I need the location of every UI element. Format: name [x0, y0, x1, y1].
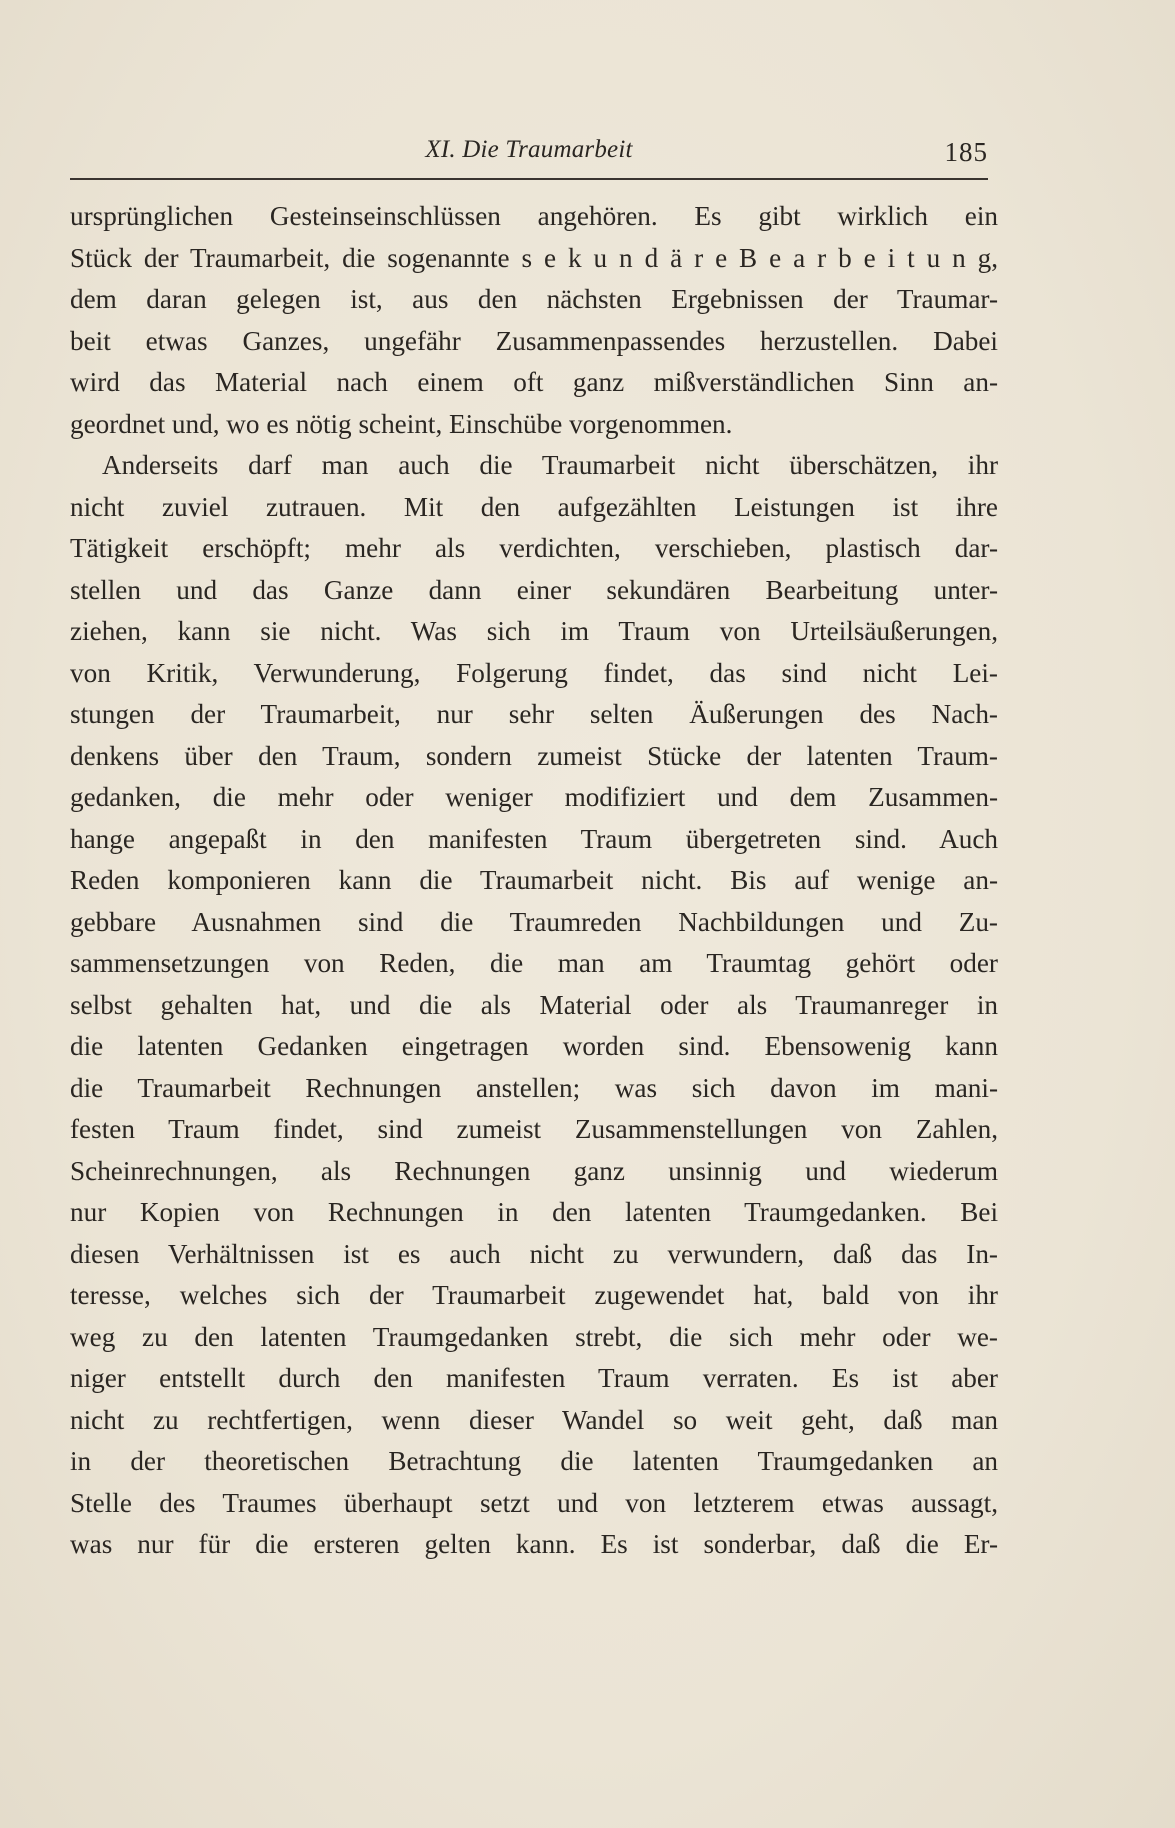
- body-text: [70, 196, 998, 1566]
- text-line: Stück der Traumarbeit, die sogenannte s e k u n d ä r e B e a r b e i t u n g,: [70, 242, 998, 273]
- running-head: XI. Die Traumarbeit: [425, 136, 633, 163]
- text-line: nur Kopien von Rechnungen in den latenten Traumgedanken. Bei: [70, 1197, 998, 1227]
- text-line: gebbare Ausnahmen sind die Traumreden Nachbildungen und Zu-: [70, 906, 998, 937]
- text-line: ziehen, kann sie nicht. Was sich im Traum von Urteilsäußerungen,: [70, 616, 998, 646]
- text-line: was nur für die ersteren gelten kann. Es ist sonderbar, daß die Er-: [70, 1529, 998, 1559]
- text-line: teresse, welches sich der Traumarbeit zugewendet hat, bald von ihr: [70, 1280, 998, 1310]
- text-line: selbst gehalten hat, und die als Material oder als Traumanreger in: [70, 989, 998, 1020]
- page-header: [70, 136, 988, 176]
- header-rule: [70, 178, 988, 180]
- text-line: die latenten Gedanken eingetragen worden sind. Ebensowenig kann: [70, 1031, 998, 1061]
- text-line: Tätigkeit erschöpft; mehr als verdichten, verschieben, plastisch dar-: [70, 533, 998, 563]
- page-number: 185: [944, 137, 988, 167]
- text-line: hange angepaßt in den manifesten Traum übergetreten sind. Auch: [70, 823, 998, 854]
- text-line-paragraph-start: Anderseits darf man auch die Traumarbeit nicht überschätzen, ihr: [102, 450, 998, 480]
- text-line: dem daran gelegen ist, aus den nächsten Ergebnissen der Traumar-: [70, 284, 998, 314]
- text-line: von Kritik, Verwunderung, Folgerung findet, das sind nicht Lei-: [70, 657, 998, 688]
- text-line: festen Traum findet, sind zumeist Zusammenstellungen von Zahlen,: [70, 1114, 998, 1144]
- text-line: sammensetzungen von Reden, die man am Traumtag gehört oder: [70, 948, 998, 978]
- text-line: die Traumarbeit Rechnungen anstellen; was sich davon im mani-: [70, 1072, 998, 1103]
- text-line: niger entstellt durch den manifesten Traum verraten. Es ist aber: [70, 1363, 998, 1393]
- text-line: wird das Material nach einem oft ganz mißverständlichen Sinn an-: [70, 367, 998, 397]
- text-line: ursprünglichen Gesteinseinschlüssen angehören. Es gibt wirklich ein: [70, 201, 998, 231]
- text-line: weg zu den latenten Traumgedanken strebt, die sich mehr oder we-: [70, 1321, 998, 1352]
- text-line: in der theoretischen Betrachtung die latenten Traumgedanken an: [70, 1446, 998, 1476]
- text-line: Stelle des Traumes überhaupt setzt und von letzterem etwas aussagt,: [70, 1487, 998, 1518]
- text-line: denkens über den Traum, sondern zumeist Stücke der latenten Traum-: [70, 740, 998, 771]
- text-line: Reden komponieren kann die Traumarbeit nicht. Bis auf wenige an-: [70, 865, 998, 895]
- text-line: stellen und das Ganze dann einer sekundären Bearbeitung unter-: [70, 574, 998, 605]
- text-line: diesen Verhältnissen ist es auch nicht zu verwundern, daß das In-: [70, 1238, 998, 1269]
- text-line: stungen der Traumarbeit, nur sehr selten Äußerungen des Nach-: [70, 699, 998, 729]
- text-line: Scheinrechnungen, als Rechnungen ganz unsinnig und wiederum: [70, 1155, 998, 1186]
- text-line: beit etwas Ganzes, ungefähr Zusammenpassendes herzustellen. Dabei: [70, 325, 998, 356]
- text-line: nicht zuviel zutrauen. Mit den aufgezählten Leistungen ist ihre: [70, 491, 998, 522]
- text-line: nicht zu rechtfertigen, wenn dieser Wandel so weit geht, daß man: [70, 1404, 998, 1435]
- text-line: gedanken, die mehr oder weniger modifiziert und dem Zusammen-: [70, 782, 998, 812]
- text-line: geordnet und, wo es nötig scheint, Einschübe vorgenommen.: [70, 408, 733, 439]
